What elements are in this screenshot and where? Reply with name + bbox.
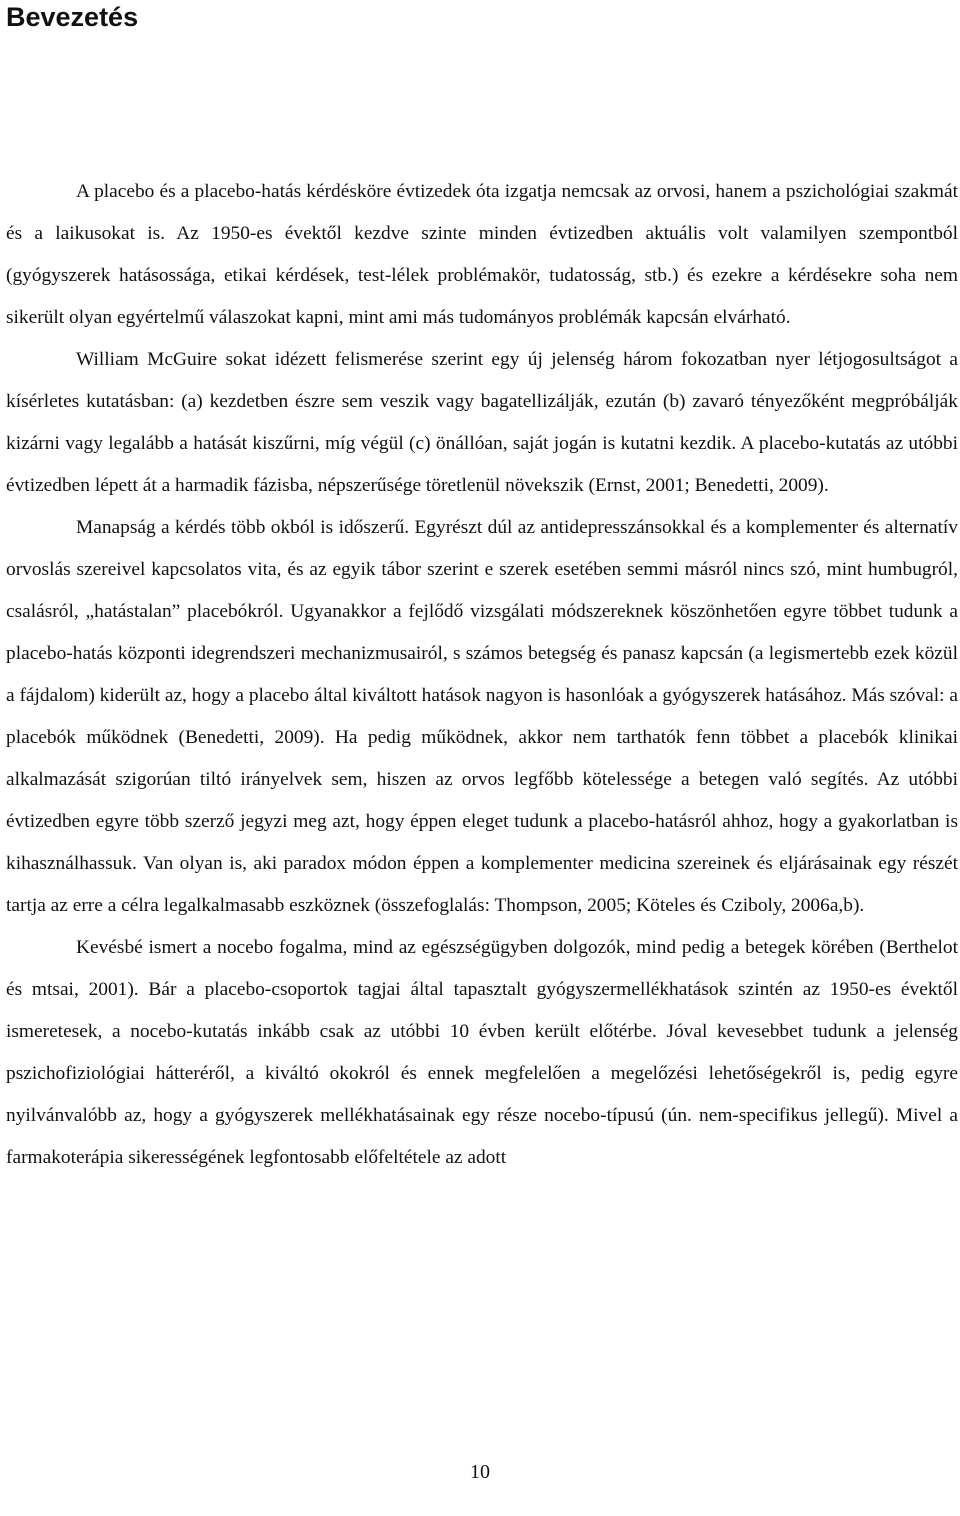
page-number: 10 [470, 1461, 490, 1483]
body-text [6, 171, 958, 1179]
paragraph-mcguire: William McGuire sokat idézett felismerése szerint egy új jelenség három fokozatban nyer létjogosultságot a kísérletes kutatásban: (a) kezdetben észre sem veszik vagy bagatellizálják, ezután (b) zavaró tényezőként megpróbálják kizárni vagy legalább a hatását kiszűrni, míg végül (c) önállóan, saját jogán is kutatni kezdik. A placebo-kutatás az utóbbi évtizedben lépett át a harmadik fázisba, népszerűsége töretlenül növekszik (Ernst, 2001; Benedetti, 2009). [6, 349, 958, 496]
paragraph-intro: A placebo és a placebo-hatás kérdésköre évtizedek óta izgatja nemcsak az orvosi, hanem a pszichológiai szakmát és a laikusokat is. Az 1950-es évektől kezdve szinte minden évtizedben aktuális volt valamilyen szempontból (gyógyszerek hatásossága, etikai kérdések, test-lélek problémakör, tudatosság, stb.) és ezekre a kérdésekre soha nem sikerült olyan egyértelmű válaszokat kapni, mint ami más tudományos problémák kapcsán elvárható. [6, 181, 958, 328]
paragraph-timeliness: Manapság a kérdés több okból is időszerű. Egyrészt dúl az antidepresszánsokkal és a komplementer és alternatív orvoslás szereivel kapcsolatos vita, és az egyik tábor szerint e szerek esetében semmi másról nincs szó, mint humbugról, csalásról, „hatástalan” placebókról. Ugyanakkor a fejlődő vizsgálati módszereknek köszönhetően egyre többet tudunk a placebo-hatás központi idegrendszeri mechanizmusairól, s számos betegség és panasz kapcsán (a legismertebb ezek közül a fájdalom) kiderült az, hogy a placebo által kiváltott hatások nagyon is hasonlóak a gyógyszerek hatásához. Más szóval: a placebók működnek (Benedetti, 2009). Ha pedig működnek, akkor nem tarthatók fenn többet a placebók klinikai alkalmazását szigorúan tiltó irányelvek sem, hiszen az orvos legfőbb kötelessége a betegen való segítés. Az utóbbi évtizedben egyre több szerző jegyzi meg azt, hogy éppen eleget tudunk a placebo-hatásról ahhoz, hogy a gyakorlatban is kihasználhassuk. Van olyan is, aki paradox módon éppen a komplementer medicina szereinek és eljárásainak egy részét tartja az erre a célra legalkalmasabb eszköznek (összefoglalás: Thompson, 2005; Köteles és Cziboly, 2006a,b). [6, 517, 958, 916]
section-heading: Bevezetés [6, 2, 139, 32]
paragraph-nocebo: Kevésbé ismert a nocebo fogalma, mind az egészségügyben dolgozók, mind pedig a betegek körében (Berthelot és mtsai, 2001). Bár a placebo-csoportok tagjai által tapasztalt gyógyszermellékhatások szintén az 1950-es évektől ismeretesek, a nocebo-kutatás inkább csak az utóbbi 10 évben került előtérbe. Jóval kevesebbet tudunk a jelenség pszichofiziológiai hátteréről, a kiváltó okokról és ennek megfelelően a megelőzési lehetőségekről is, pedig egyre nyilvánvalóbb az, hogy a gyógyszerek mellékhatásainak egy része nocebo-típusú (ún. nem-specifikus jellegű). Mivel a farmakoterápia sikerességének legfontosabb előfeltétele az adott [6, 937, 958, 1168]
